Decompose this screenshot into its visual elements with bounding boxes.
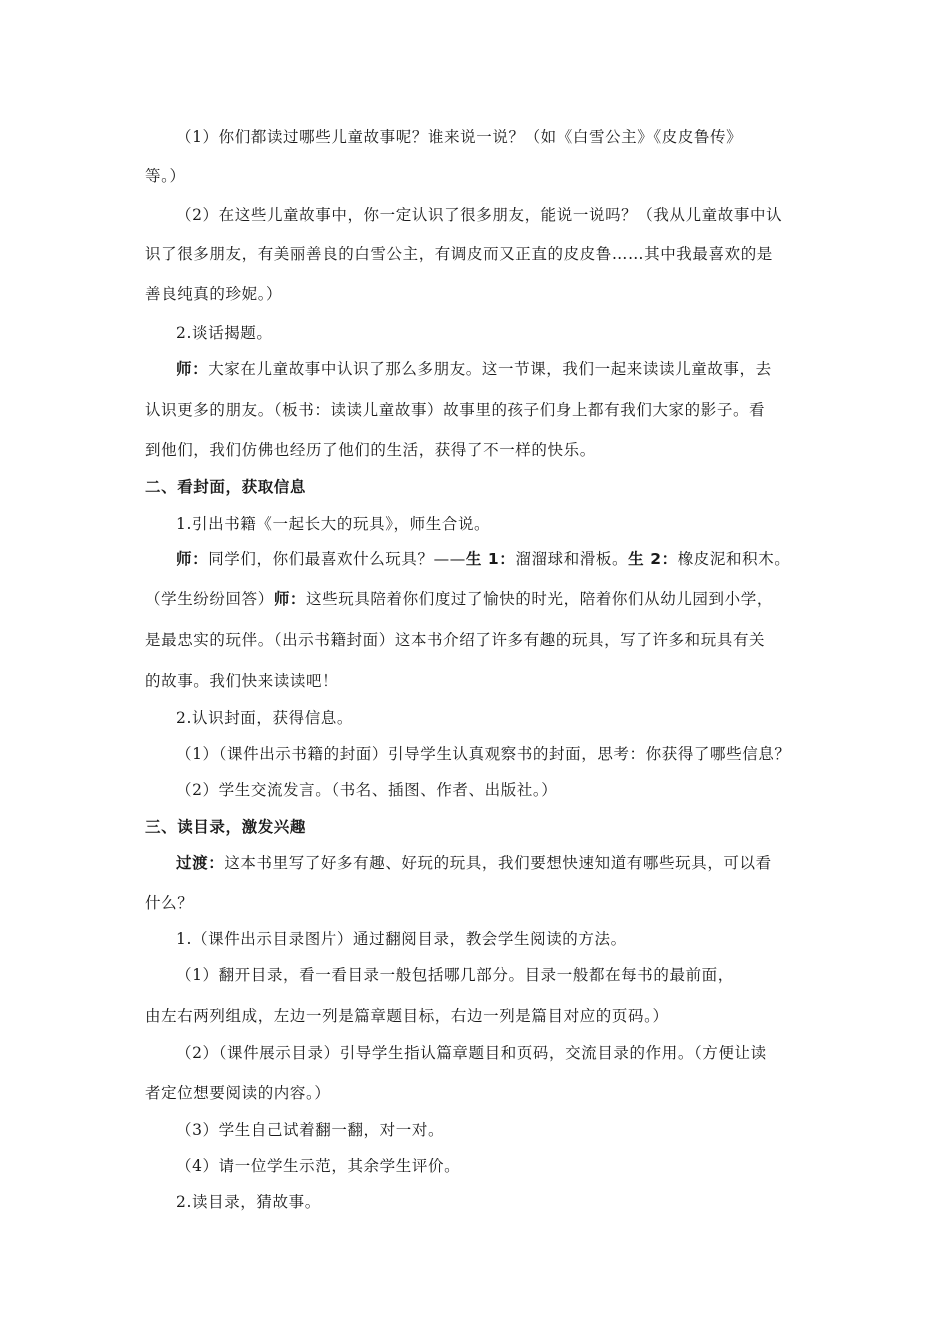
speech-text: 这本书里写了好多有趣、好玩的玩具，我们要想快速知道有哪些玩具，可以看 xyxy=(224,854,772,872)
speech-text: 大家在儿童故事中认识了那么多朋友。这一节课，我们一起来读读儿童故事，去 xyxy=(208,360,772,378)
speaker-label: 生 2： xyxy=(628,550,678,568)
section-heading: 三、读目录，激发兴趣 xyxy=(145,818,307,836)
paragraph-line: 是最忠实的玩伴。（出示书籍封面）这本书介绍了许多有趣的玩具，写了许多和玩具有关 xyxy=(145,631,766,649)
paragraph-line: 什么？ xyxy=(145,894,194,912)
paragraph-line: 到他们，我们仿佛也经历了他们的生活，获得了不一样的快乐。 xyxy=(145,441,596,459)
speaker-label: 师： xyxy=(273,590,307,608)
list-item: （3）学生自己试着翻一翻，对一对。 xyxy=(176,1121,445,1139)
list-item: 1.引出书籍《一起长大的玩具》，师生合说。 xyxy=(176,515,491,533)
paragraph-line: （2）在这些儿童故事中，你一定认识了很多朋友，能说一说吗？（我从儿童故事中认 xyxy=(176,206,783,224)
paragraph-line: （1）翻开目录，看一看目录一般包括哪几部分。目录一般都在每书的最前面， xyxy=(176,966,734,984)
list-item: 2.谈话揭题。 xyxy=(176,324,273,342)
paragraph-line xyxy=(176,853,772,873)
list-item: 2.读目录，猜故事。 xyxy=(176,1193,321,1211)
paragraph-line: 由左右两列组成，左边一列是篇章题目标，右边一列是篇目对应的页码。） xyxy=(145,1007,669,1025)
list-item: 1.（课件出示目录图片）通过翻阅目录，教会学生阅读的方法。 xyxy=(176,930,627,948)
paragraph-line xyxy=(176,549,790,569)
paragraph-line xyxy=(176,359,772,379)
section-heading: 二、看封面，获取信息 xyxy=(145,478,307,496)
speech-text: 同学们，你们最喜欢什么玩具？—— xyxy=(208,550,466,568)
paragraph-line: （1）你们都读过哪些儿童故事呢？谁来说一说？（如《白雪公主》《皮皮鲁传》 xyxy=(176,128,743,146)
paragraph-line xyxy=(145,589,773,609)
speech-text: 橡皮泥和积木。 xyxy=(677,550,791,568)
list-item: （2）学生交流发言。（书名、插图、作者、出版社。） xyxy=(176,781,558,799)
speaker-label: 师： xyxy=(176,550,209,568)
paragraph-line: （2）（课件展示目录）引导学生指认篇章题目和页码，交流目录的作用。（方便让读 xyxy=(176,1044,767,1062)
speech-text: 溜溜球和滑板。 xyxy=(515,550,629,568)
speech-text: （学生纷纷回答） xyxy=(145,590,274,608)
paragraph-line: 者定位想要阅读的内容。） xyxy=(145,1084,331,1102)
paragraph-line: 的故事。我们快来读读吧！ xyxy=(145,672,339,690)
list-item: （4）请一位学生示范，其余学生评价。 xyxy=(176,1157,461,1175)
paragraph-line: 等。） xyxy=(145,167,186,185)
speaker-label: 师： xyxy=(176,360,209,378)
list-item: （1）（课件出示书籍的封面）引导学生认真观察书的封面，思考：你获得了哪些信息？ xyxy=(176,745,791,763)
speech-text: 这些玩具陪着你们度过了愉快的时光，陪着你们从幼儿园到小学， xyxy=(306,590,773,608)
speaker-label: 生 1： xyxy=(465,550,516,568)
speaker-label: 过渡： xyxy=(176,854,225,872)
paragraph-line: 善良纯真的珍妮。） xyxy=(145,285,283,303)
paragraph-line: 识了很多朋友，有美丽善良的白雪公主，有调皮而又正直的皮皮鲁……其中我最喜欢的是 xyxy=(145,245,773,263)
list-item: 2.认识封面，获得信息。 xyxy=(176,709,353,727)
paragraph-line: 认识更多的朋友。（板书：读读儿童故事）故事里的孩子们身上都有我们大家的影子。看 xyxy=(145,401,766,419)
